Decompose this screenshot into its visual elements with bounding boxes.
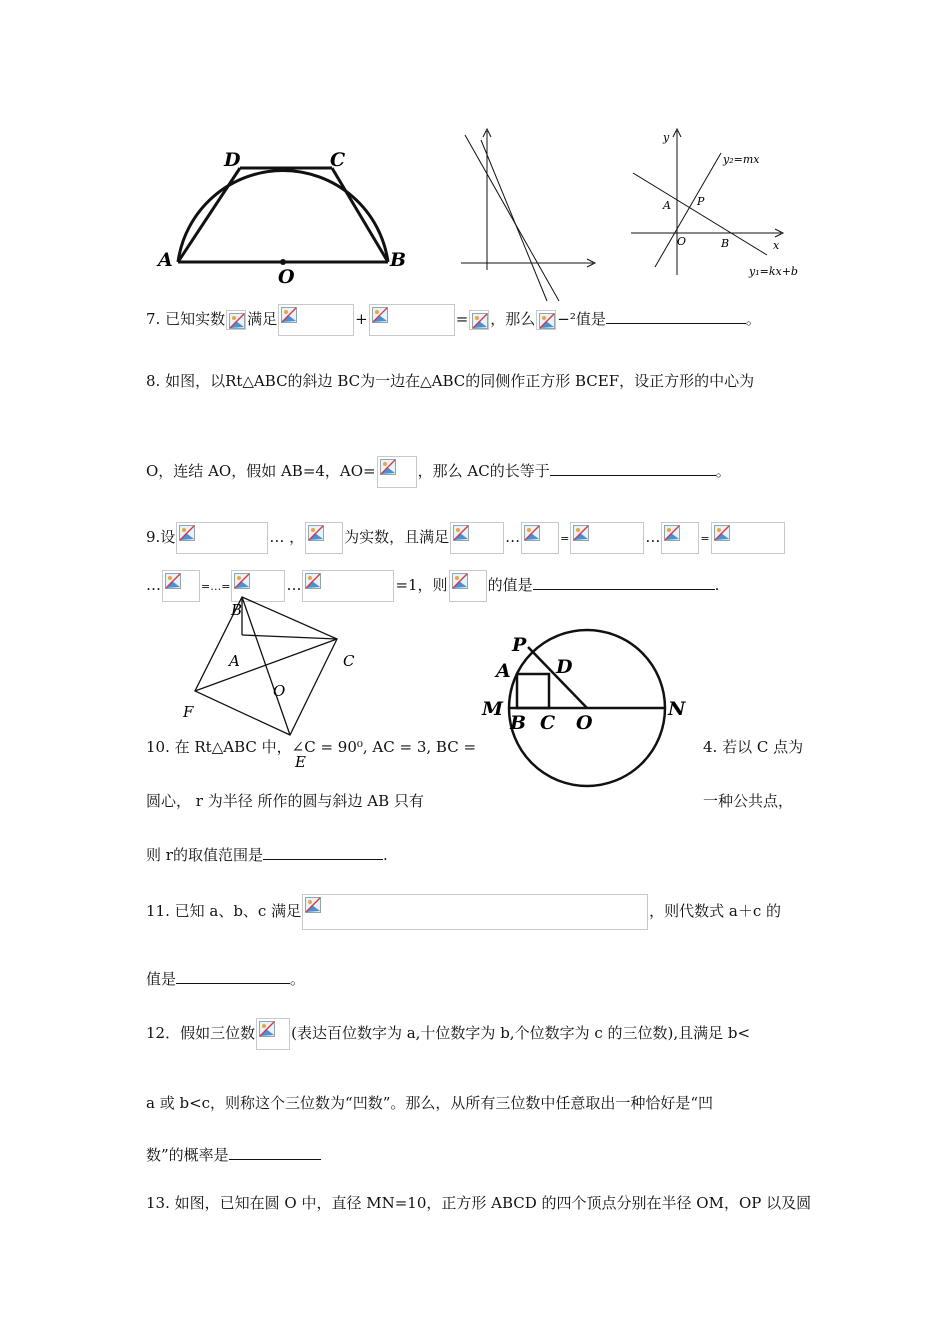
- broken-image-icon: [305, 573, 321, 589]
- broken-image-icon: [573, 525, 589, 541]
- question-12-line-2: a 或 b<c，则称这个三位数为“凹数”。那么，从所有三位数中任意取出一种恰好是“凹: [146, 1094, 714, 1112]
- question-12-line-1: [146, 1018, 750, 1050]
- fig1-label-a: A: [158, 249, 173, 271]
- q9-text-5: =1，则: [395, 576, 448, 594]
- q10-answer-blank[interactable]: [263, 845, 383, 860]
- fig5-label-p: P: [512, 634, 527, 656]
- q8-formula-image: [377, 456, 417, 488]
- q9-formula-image-4: [521, 522, 559, 554]
- broken-image-icon: [372, 307, 388, 323]
- fig4-label-e: E: [295, 753, 306, 771]
- fig4-label-a: A: [229, 652, 240, 670]
- q8-text-2: ，那么 AC的长等于: [417, 462, 550, 480]
- q11-text-4: 。: [290, 970, 306, 988]
- q9-formula-image-3: [450, 522, 504, 554]
- fig5-label-m: M: [482, 698, 504, 720]
- q7-text-7: 。: [745, 310, 761, 328]
- q7-answer-blank[interactable]: [606, 309, 746, 324]
- q9-text-dots-3: …: [146, 576, 161, 594]
- q9-text-3: 为实数，且满足: [344, 528, 450, 546]
- fig5-label-n: N: [668, 698, 686, 720]
- q9-text-1: 9.设: [146, 528, 176, 546]
- figure-circle-square: [480, 615, 695, 795]
- fig1-label-o: O: [278, 266, 295, 288]
- q9-text-dots-1: …: [505, 528, 521, 546]
- broken-image-icon: [229, 313, 245, 329]
- broken-image-icon: [305, 897, 321, 913]
- q9-text-6: 的值是: [487, 576, 533, 594]
- q9-text-dots-4: …: [286, 576, 302, 594]
- fig3-label-y: y: [663, 131, 670, 144]
- q9-answer-blank[interactable]: [533, 575, 715, 590]
- broken-image-icon: [472, 313, 488, 329]
- q9-formula-image-7: [711, 522, 785, 554]
- figure-axes-lines: [455, 125, 605, 305]
- fig3-label-a: A: [663, 199, 671, 212]
- fig1-label-b: B: [390, 249, 407, 271]
- fig4-label-o: O: [273, 682, 286, 700]
- q7-text-5: ，那么: [490, 310, 536, 328]
- fig3-label-b: B: [721, 237, 730, 250]
- question-7: [146, 304, 761, 336]
- broken-image-icon: [165, 573, 181, 589]
- q9-formula-image-6: [661, 522, 699, 554]
- broken-image-icon: [179, 525, 195, 541]
- fig3-label-o: O: [677, 235, 687, 248]
- question-9-line-1: [146, 522, 786, 554]
- q10-text-1: 则 r的取值范围是: [146, 846, 263, 864]
- q9-text-eq-1: =: [560, 532, 570, 545]
- fig3-label-y1: y₁=kx+b: [749, 265, 798, 278]
- broken-image-icon: [714, 525, 730, 541]
- broken-image-icon: [452, 573, 468, 589]
- broken-image-icon: [453, 525, 469, 541]
- broken-image-icon: [281, 307, 297, 323]
- q11-formula-image: [302, 894, 648, 930]
- q8-answer-blank[interactable]: [550, 461, 716, 476]
- broken-image-icon: [380, 459, 396, 475]
- q9-formula-image-2: [305, 522, 343, 554]
- broken-image-icon: [524, 525, 540, 541]
- fig3-label-p: P: [697, 195, 705, 208]
- question-10-line-3: [146, 844, 388, 866]
- q11-text-3: 值是: [146, 970, 177, 988]
- question-11-line-2: [146, 968, 305, 990]
- q7-text-3: +: [355, 310, 368, 328]
- q12-formula-image: [256, 1018, 290, 1050]
- fig3-label-y2: y₂=mx: [723, 153, 760, 166]
- fig4-label-f: F: [183, 703, 194, 721]
- question-10-line-2b: 一种公共点，: [703, 792, 794, 810]
- q11-text-2: ，则代数式 a＋c 的: [649, 902, 781, 920]
- q9-text-7: .: [714, 576, 720, 594]
- broken-image-icon: [664, 525, 680, 541]
- q7-formula-image-5: [536, 310, 556, 330]
- question-10-line-1a: 10. 在 Rt△ABC 中，∠C = 90⁰, AC = 3, BC =: [146, 738, 477, 756]
- fig4-label-b: B: [231, 601, 243, 619]
- fig5-label-c: C: [540, 712, 556, 734]
- q12-answer-blank[interactable]: [229, 1145, 321, 1160]
- q7-formula-image-1: [226, 310, 246, 330]
- q11-text-1: 11. 已知 a、b、c 满足: [146, 902, 302, 920]
- q12-text-2: (表达百位数字为 a,十位数字为 b,个位数字为 c 的三位数),且满足 b<: [291, 1024, 751, 1042]
- q8-text-3: 。: [715, 462, 731, 480]
- fig5-label-d: D: [556, 656, 573, 678]
- fig1-label-d: D: [224, 149, 241, 171]
- q9-text-dots-2: …: [645, 528, 661, 546]
- q9-formula-image-5: [570, 522, 644, 554]
- question-10-line-2a: 圆心， r 为半径 所作的圆与斜边 AB 只有: [146, 792, 424, 810]
- q9-text-4: =…=: [201, 580, 231, 593]
- question-12-line-3: [146, 1144, 321, 1166]
- fig1-label-c: C: [330, 149, 346, 171]
- fig4-label-c: C: [343, 652, 355, 670]
- q7-formula-image-2: [278, 304, 354, 336]
- figure-trapezoid-semicircle: [150, 140, 420, 290]
- q12-text-1: 12．假如三位数: [146, 1024, 256, 1042]
- broken-image-icon: [308, 525, 324, 541]
- broken-image-icon: [539, 313, 555, 329]
- q9-formula-image-11: [449, 570, 487, 602]
- q7-formula-image-4: [469, 310, 489, 330]
- q9-text-2: … ，: [269, 528, 305, 546]
- q7-text-6: −²值是: [557, 310, 606, 328]
- q7-text-4: =: [455, 310, 469, 328]
- q7-text-1: 7. 已知实数: [146, 310, 226, 328]
- question-11-line-1: [146, 894, 781, 930]
- question-8-line-2: [146, 456, 731, 488]
- fig5-label-a: A: [496, 660, 511, 682]
- fig3-label-x: x: [773, 239, 780, 252]
- broken-image-icon: [234, 573, 250, 589]
- q9-text-eq-2: =: [700, 532, 710, 545]
- q10-text-2: .: [382, 846, 388, 864]
- q8-text-1: O，连结 AO，假如 AB=4，AO=: [146, 462, 376, 480]
- fig5-label-o: O: [576, 712, 593, 734]
- fig5-label-b: B: [510, 712, 527, 734]
- question-10-line-1b: 4. 若以 C 点为: [703, 738, 804, 756]
- broken-image-icon: [259, 1021, 275, 1037]
- q7-formula-image-3: [369, 304, 455, 336]
- question-13-line-1: 13. 如图，已知在圆 O 中，直径 MN=10，正方形 ABCD 的四个顶点分别在半径 OM，OP 以及圆: [146, 1194, 812, 1212]
- q12-text-3: 数”的概率是: [146, 1146, 229, 1164]
- question-8-line-1: 8. 如图，以Rt△ABC的斜边 BC为一边在△ABC的同侧作正方形 BCEF，设正方形的中心为: [146, 372, 755, 390]
- q7-text-2: 满足: [247, 310, 278, 328]
- q11-answer-blank[interactable]: [176, 969, 290, 984]
- q9-formula-image-1: [176, 522, 268, 554]
- figure-linear-functions: [625, 125, 815, 285]
